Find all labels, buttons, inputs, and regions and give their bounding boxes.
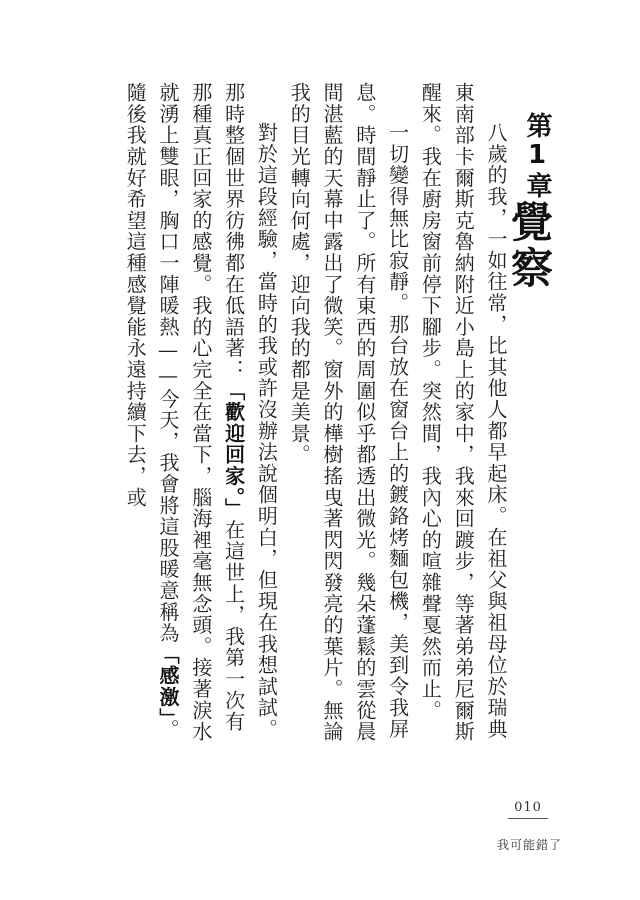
emphasis-welcome-home: 「歡迎回家。」 bbox=[221, 380, 246, 520]
emphasis-gratitude: 「感激」 bbox=[156, 643, 181, 720]
paragraph-3-text-2: 在這世上，我第一次有那種真正回家的感覺。我的心完全在當下，腦海裡毫無念頭。接著淚水就湧上雙眼，胸口一陣暖熱——今天，我會將這股暖意稱為 bbox=[156, 82, 246, 743]
chapter-label: 第1章 bbox=[522, 112, 552, 200]
running-title: 我可能錯了 bbox=[496, 838, 562, 852]
paragraph-2-text: 一切變得無比寂靜。那台放在窗台上的鍍鉻烤麵包機，美到令我屏息。時間靜止了。所有東西的周圍似乎都透出微光。幾朵蓬鬆的雲從晨間湛藍的天幕中露出了微笑。窗外的樺樹搖曳著閃閃發亮的葉片。無論我的目光轉向何處，迎向我的都是美景。 bbox=[287, 82, 410, 743]
paragraph-3 bbox=[118, 82, 282, 752]
chapter-title: 覺察 bbox=[505, 200, 554, 292]
page-number: 010 bbox=[508, 800, 548, 819]
paragraph-2 bbox=[282, 82, 413, 752]
paragraph-3-text-1: 對於這段經驗，當時的我或許沒辦法說個明白，但現在我想試試。那時整個世界彷彿都在低語著： bbox=[221, 82, 279, 740]
paragraph-3-text-3: 。隨後我就好希望這種感覺能永遠持續下去，或 bbox=[123, 82, 181, 741]
chapter-heading bbox=[506, 112, 552, 292]
body-text bbox=[118, 82, 512, 752]
paragraph-1-text: 八歲的我，一如往常，比其他人都早起床。在祖父與祖母位於瑞典東南部卡爾斯克魯納附近小島上的家中，我來回踱步，等著弟弟尼爾斯醒來。我在廚房窗前停下腳步。突然間，我內心的喧雜聲戛然而止。 bbox=[418, 82, 508, 743]
folio bbox=[508, 800, 548, 819]
paragraph-1 bbox=[414, 82, 512, 752]
